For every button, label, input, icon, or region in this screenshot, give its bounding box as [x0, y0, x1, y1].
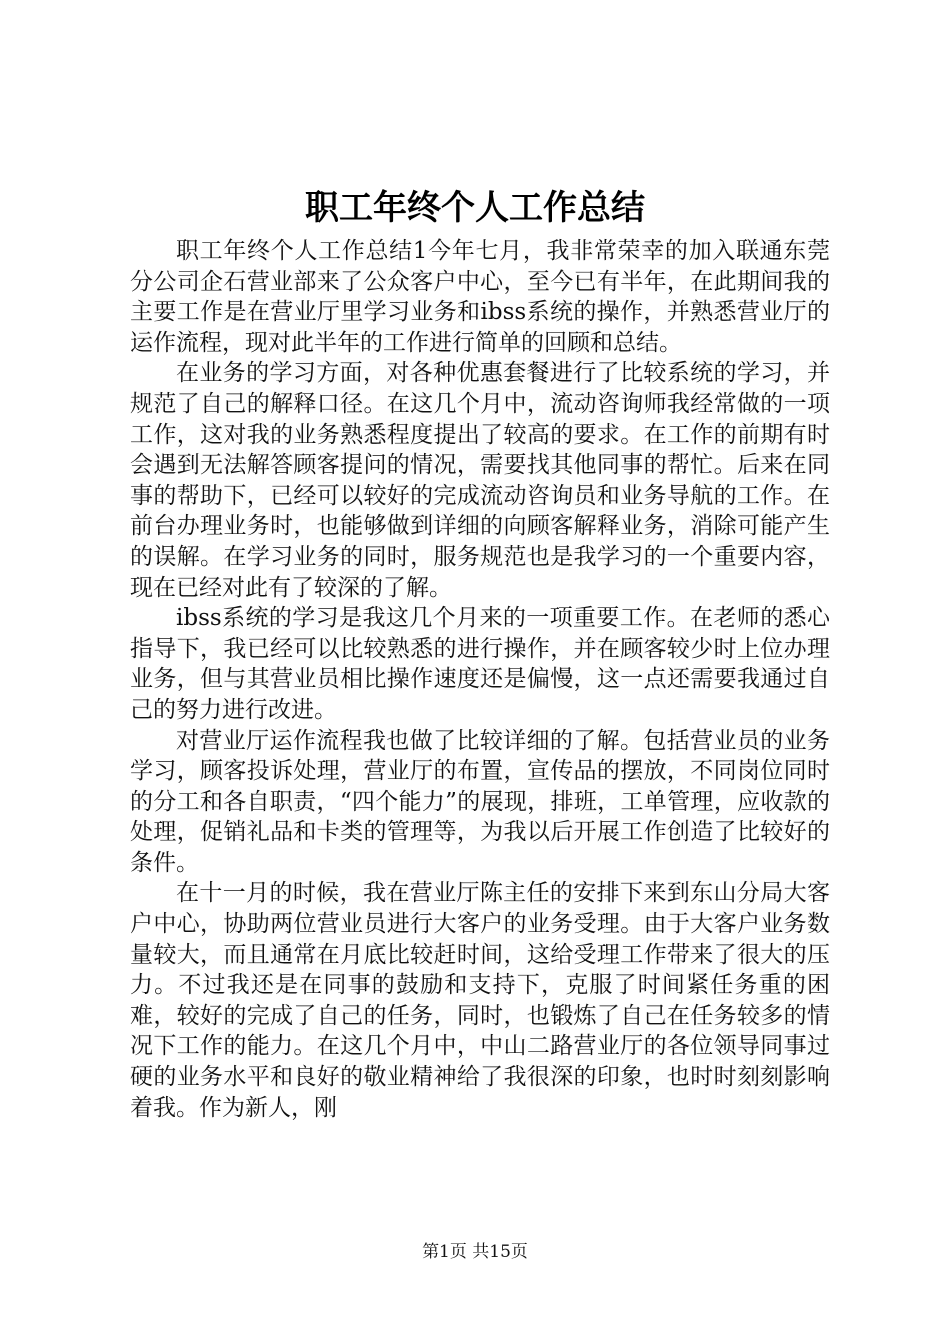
paragraph-2: 在业务的学习方面，对各种优惠套餐进行了比较系统的学习，并规范了自己的解释口径。在这几个月中，流动咨询师我经常做的一项工作，这对我的业务熟悉程度提出了较高的要求。在工作的前期有时会遇到无法解答顾客提问的情况，需要找其他同事的帮忙。后来在同事的帮助下，已经可以较好的完成流动咨询员和业务导航的工作。在前台办理业务时，也能够做到详细的向顾客解释业务，消除可能产生的误解。在学习业务的同时，服务规范也是我学习的一个重要内容，现在已经对此有了较深的了解。: [130, 360, 830, 601]
paragraph-5: 在十一月的时候，我在营业厅陈主任的安排下来到东山分局大客户中心，协助两位营业员进行大客户的业务受理。由于大客户业务数量较大，而且通常在月底比较赶时间，这给受理工作带来了很大的压力。不过我还是在同事的鼓励和支持下，克服了时间紧任务重的困难，较好的完成了自己的任务，同时，也锻炼了自己在任务较多的情况下工作的能力。在这几个月中，中山二路营业厅的各位领导同事过硬的业务水平和良好的敬业精神给了我很深的印象，也时时刻刻影响着我。作为新人，刚: [130, 880, 830, 1121]
page-number-footer: 第1页 共15页: [422, 1242, 528, 1262]
paragraph-3: ibss系统的学习是我这几个月来的一项重要工作。在老师的悉心指导下，我已经可以比较熟悉的进行操作，并在顾客较少时上位办理业务，但与其营业员相比操作速度还是偏慢，这一点还需要我通过自己的努力进行改进。: [130, 605, 830, 723]
paragraph-4: 对营业厅运作流程我也做了比较详细的了解。包括营业员的业务学习，顾客投诉处理，营业厅的布置，宣传品的摆放，不同岗位同时的分工和各自职责，“四个能力”的展现，排班，工单管理，应收款的处理，促销礼品和卡类的管理等，为我以后开展工作创造了比较好的条件。: [130, 727, 830, 876]
paragraph-1: 职工年终个人工作总结1今年七月，我非常荣幸的加入联通东莞分公司企石营业部来了公众客户中心，至今已有半年，在此期间我的主要工作是在营业厅里学习业务和ibss系统的操作，并熟悉营业厅的运作流程，现对此半年的工作进行简单的回顾和总结。: [130, 238, 830, 356]
document-body: [130, 236, 830, 1123]
document-title: 职工年终个人工作总结: [305, 188, 645, 228]
